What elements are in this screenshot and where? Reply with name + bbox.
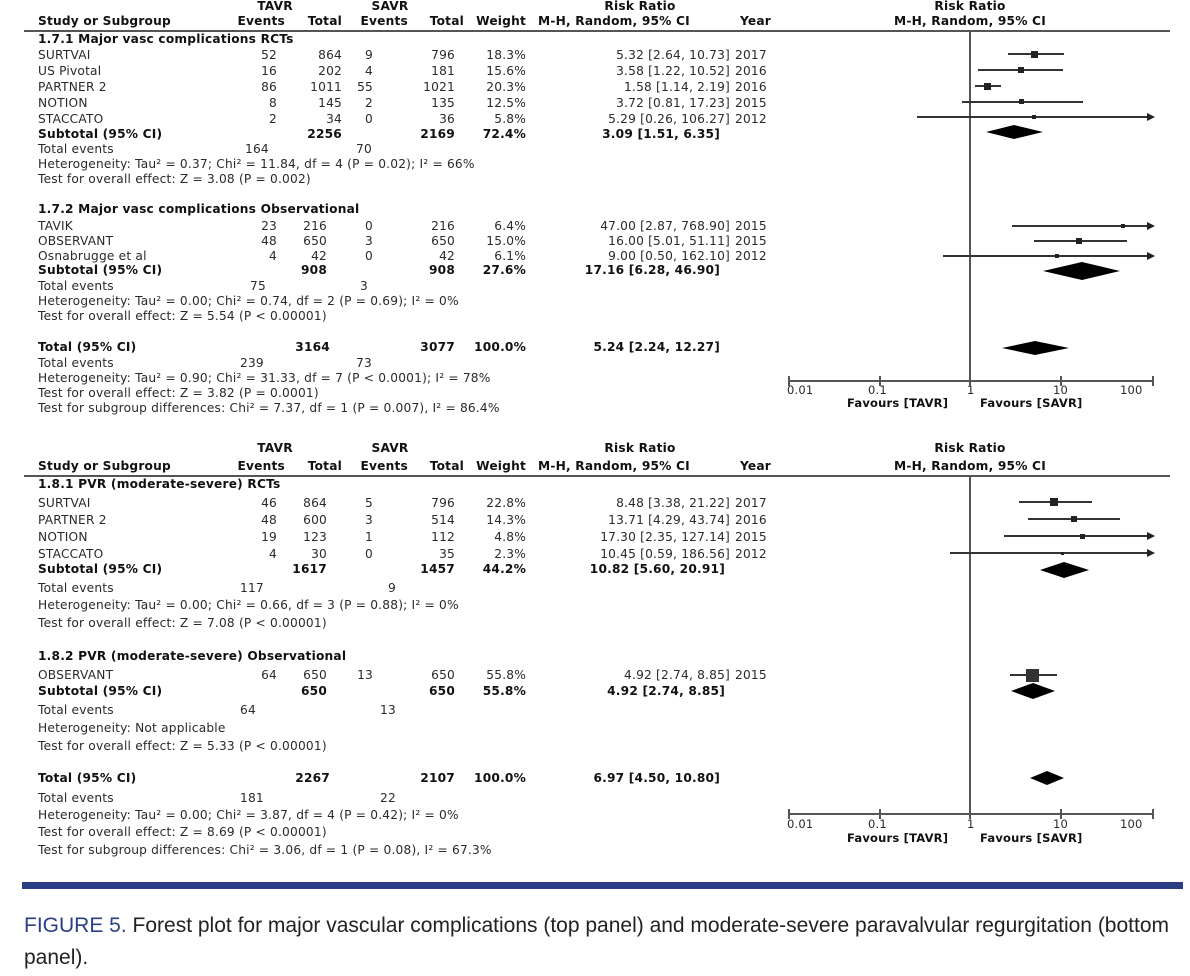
tavr-total: 1617 (292, 562, 327, 576)
tavr-total: 42 (311, 249, 327, 263)
total-events-label: Total events (38, 142, 114, 156)
savr-total: 796 (431, 48, 455, 62)
study-name: STACCATO (38, 112, 104, 126)
risk-ratio-ci: 9.00 [0.50, 162.10] (608, 249, 730, 263)
tavr-total: 3164 (295, 340, 330, 354)
savr-events: 9 (365, 48, 373, 62)
tavr-events: 4 (269, 249, 277, 263)
subtotal-label: Subtotal (95% CI) (38, 562, 163, 576)
tavr-events: 52 (261, 48, 277, 62)
study-name: SURTVAI (38, 48, 91, 62)
year: 2017 (735, 496, 767, 510)
header-tavr-total: Total (307, 14, 342, 28)
tavr-events: 86 (261, 80, 277, 94)
year: 2012 (735, 249, 767, 263)
tavr-total: 1011 (310, 80, 342, 94)
subgroup-title: 1.8.2 PVR (moderate-severe) Observational (38, 649, 347, 663)
year: 2015 (735, 219, 767, 233)
risk-ratio-ci: 4.92 [2.74, 8.85] (607, 684, 725, 698)
risk-ratio-ci: 8.48 [3.38, 21.22] (616, 496, 730, 510)
year: 2012 (735, 112, 767, 126)
tavr-total: 34 (326, 112, 342, 126)
header-tavr-events: Events (237, 459, 285, 473)
savr-total-events: 13 (380, 703, 396, 717)
savr-total: 3077 (420, 340, 455, 354)
subgroup-title: 1.8.1 PVR (moderate-severe) RCTs (38, 477, 281, 491)
study-name: PARTNER 2 (38, 80, 107, 94)
header-year: Year (740, 14, 772, 28)
savr-events: 4 (365, 64, 373, 78)
axis-tick-label: 0.1 (868, 817, 887, 831)
header-risk-ratio: Risk Ratio (604, 441, 676, 455)
axis-tick-label: 1 (967, 817, 975, 831)
risk-ratio-ci: 4.92 [2.74, 8.85] (624, 668, 730, 682)
tavr-total: 145 (318, 96, 342, 110)
weight: 4.8% (494, 530, 526, 544)
weight: 55.8% (482, 684, 526, 698)
savr-events: 5 (365, 496, 373, 510)
tavr-events: 48 (261, 234, 277, 248)
study-name: OBSERVANT (38, 234, 114, 248)
tavr-total: 216 (303, 219, 327, 233)
weight: 6.1% (494, 249, 526, 263)
risk-ratio-ci: 6.97 [4.50, 10.80] (593, 771, 720, 785)
savr-total: 216 (431, 219, 455, 233)
tavr-events: 19 (261, 530, 277, 544)
savr-total-events: 73 (356, 356, 372, 370)
weight: 100.0% (474, 340, 526, 354)
tavr-total: 908 (300, 263, 327, 277)
overall-effect: Test for overall effect: Z = 7.08 (P < 0.00001) (38, 616, 327, 630)
header-savr: SAVR (371, 441, 409, 455)
savr-total: 42 (439, 249, 455, 263)
savr-total: 2107 (420, 771, 455, 785)
subtotal-label: Subtotal (95% CI) (38, 127, 163, 141)
weight: 2.3% (494, 547, 526, 561)
subgroup-title: 1.7.1 Major vasc complications RCTs (38, 32, 294, 46)
weight: 22.8% (486, 496, 526, 510)
weight: 12.5% (486, 96, 526, 110)
savr-total: 514 (431, 513, 455, 527)
year: 2012 (735, 547, 767, 561)
year: 2016 (735, 513, 767, 527)
savr-total: 2169 (420, 127, 455, 141)
axis-tick-label: 1 (967, 383, 975, 397)
overall-effect: Test for overall effect: Z = 3.82 (P = 0.0001) (38, 386, 319, 400)
tavr-total-events: 75 (250, 279, 266, 293)
total-events-label: Total events (38, 791, 114, 805)
total-label: Total (95% CI) (38, 771, 137, 785)
savr-events: 2 (365, 96, 373, 110)
weight: 5.8% (494, 112, 526, 126)
overall-effect: Test for overall effect: Z = 3.08 (P = 0.002) (38, 172, 311, 186)
header-savr-total: Total (429, 459, 464, 473)
risk-ratio-ci: 17.30 [2.35, 127.14] (600, 530, 730, 544)
savr-total: 181 (431, 64, 455, 78)
header-tavr-total: Total (307, 459, 342, 473)
risk-ratio-ci: 16.00 [5.01, 51.11] (608, 234, 730, 248)
tavr-total-events: 117 (240, 581, 264, 595)
subgroup-differences: Test for subgroup differences: Chi² = 3.06, df = 1 (P = 0.08), I² = 67.3% (38, 843, 492, 857)
savr-events: 0 (365, 547, 373, 561)
axis-tick-label: 10 (1053, 817, 1069, 831)
savr-total-events: 3 (360, 279, 368, 293)
savr-events: 3 (365, 234, 373, 248)
header-savr-total: Total (429, 14, 464, 28)
tavr-total: 2256 (307, 127, 342, 141)
risk-ratio-ci: 5.24 [2.24, 12.27] (593, 340, 720, 354)
risk-ratio-ci: 17.16 [6.28, 46.90] (584, 263, 720, 277)
savr-total-events: 9 (388, 581, 396, 595)
year: 2015 (735, 530, 767, 544)
savr-total: 796 (431, 496, 455, 510)
tavr-total: 864 (318, 48, 342, 62)
tavr-total: 650 (300, 684, 327, 698)
heterogeneity: Heterogeneity: Tau² = 0.00; Chi² = 0.66, df = 3 (P = 0.88); I² = 0% (38, 598, 459, 612)
tavr-total: 600 (303, 513, 327, 527)
year: 2016 (735, 64, 767, 78)
risk-ratio-ci: 3.09 [1.51, 6.35] (602, 127, 720, 141)
tavr-total: 650 (303, 234, 327, 248)
savr-total: 35 (439, 547, 455, 561)
weight: 100.0% (474, 771, 526, 785)
header-savr: SAVR (371, 0, 409, 13)
risk-ratio-ci: 5.32 [2.64, 10.73] (616, 48, 730, 62)
heterogeneity: Heterogeneity: Not applicable (38, 721, 226, 735)
study-name: OBSERVANT (38, 668, 114, 682)
weight: 44.2% (482, 562, 526, 576)
header-study: Study or Subgroup (38, 459, 171, 473)
year: 2016 (735, 80, 767, 94)
weight: 55.8% (486, 668, 526, 682)
header-rr-method: M-H, Random, 95% CI (538, 14, 690, 28)
favours-tavr-label: Favours [TAVR] (847, 396, 949, 410)
weight: 15.0% (486, 234, 526, 248)
header-tavr-events: Events (237, 14, 285, 28)
year: 2017 (735, 48, 767, 62)
tavr-total-events: 239 (240, 356, 264, 370)
study-name: PARTNER 2 (38, 513, 107, 527)
total-events-label: Total events (38, 356, 114, 370)
subtotal-label: Subtotal (95% CI) (38, 263, 163, 277)
header-tavr: TAVR (257, 0, 293, 13)
study-name: NOTION (38, 96, 88, 110)
header-weight: Weight (476, 14, 526, 28)
total-events-label: Total events (38, 581, 114, 595)
axis-tick-label: 0.1 (868, 383, 887, 397)
axis-tick-label: 100 (1120, 817, 1143, 831)
tavr-total-events: 181 (240, 791, 264, 805)
savr-total: 650 (431, 234, 455, 248)
savr-total: 135 (431, 96, 455, 110)
tavr-events: 46 (261, 496, 277, 510)
axis-tick-label: 10 (1053, 383, 1069, 397)
total-events-label: Total events (38, 703, 114, 717)
weight: 72.4% (482, 127, 526, 141)
favours-savr-label: Favours [SAVR] (980, 396, 1083, 410)
plot-header-risk-ratio: Risk Ratio (934, 0, 1006, 13)
header-savr-events: Events (360, 14, 408, 28)
weight: 27.6% (482, 263, 526, 277)
header-savr-events: Events (360, 459, 408, 473)
risk-ratio-ci: 47.00 [2.87, 768.90] (600, 219, 730, 233)
tavr-total: 202 (318, 64, 342, 78)
year: 2015 (735, 96, 767, 110)
study-name: US Pivotal (38, 64, 102, 78)
risk-ratio-ci: 10.45 [0.59, 186.56] (600, 547, 730, 561)
year: 2015 (735, 668, 767, 682)
heterogeneity: Heterogeneity: Tau² = 0.90; Chi² = 31.33, df = 7 (P < 0.0001); I² = 78% (38, 371, 491, 385)
savr-total: 1021 (423, 80, 455, 94)
savr-total: 112 (431, 530, 455, 544)
risk-ratio-ci: 10.82 [5.60, 20.91] (589, 562, 725, 576)
tavr-total: 30 (311, 547, 327, 561)
savr-events: 0 (365, 219, 373, 233)
tavr-events: 23 (261, 219, 277, 233)
total-events-label: Total events (38, 279, 114, 293)
favours-tavr-label: Favours [TAVR] (847, 831, 949, 845)
heterogeneity: Heterogeneity: Tau² = 0.00; Chi² = 0.74, df = 2 (P = 0.69); I² = 0% (38, 294, 459, 308)
figure-label: FIGURE 5. (24, 914, 127, 937)
axis-tick-label: 100 (1120, 383, 1143, 397)
savr-events: 13 (357, 668, 373, 682)
plot-header-method: M-H, Random, 95% CI (894, 14, 1046, 28)
tavr-events: 64 (261, 668, 277, 682)
subgroup-differences: Test for subgroup differences: Chi² = 7.37, df = 1 (P = 0.007), I² = 86.4% (38, 401, 500, 415)
heterogeneity: Heterogeneity: Tau² = 0.37; Chi² = 11.84, df = 4 (P = 0.02); I² = 66% (38, 157, 475, 171)
subtotal-label: Subtotal (95% CI) (38, 684, 163, 698)
plot-header-method: M-H, Random, 95% CI (894, 459, 1046, 473)
overall-effect: Test for overall effect: Z = 5.33 (P < 0.00001) (38, 739, 327, 753)
savr-total: 650 (428, 684, 455, 698)
savr-total-events: 22 (380, 791, 396, 805)
overall-effect: Test for overall effect: Z = 8.69 (P < 0.00001) (38, 825, 327, 839)
heterogeneity: Heterogeneity: Tau² = 0.00; Chi² = 3.87, df = 4 (P = 0.42); I² = 0% (38, 808, 459, 822)
tavr-events: 4 (269, 547, 277, 561)
header-study: Study or Subgroup (38, 14, 171, 28)
tavr-total-events: 64 (240, 703, 256, 717)
header-risk-ratio: Risk Ratio (604, 0, 676, 13)
tavr-total-events: 164 (245, 142, 269, 156)
header-rr-method: M-H, Random, 95% CI (538, 459, 690, 473)
year: 2015 (735, 234, 767, 248)
savr-total: 1457 (420, 562, 455, 576)
tavr-total: 2267 (295, 771, 330, 785)
tavr-events: 16 (261, 64, 277, 78)
risk-ratio-ci: 1.58 [1.14, 2.19] (624, 80, 730, 94)
savr-events: 1 (365, 530, 373, 544)
weight: 20.3% (486, 80, 526, 94)
study-name: STACCATO (38, 547, 104, 561)
axis-tick-label: 0.01 (787, 817, 814, 831)
risk-ratio-ci: 5.29 [0.26, 106.27] (608, 112, 730, 126)
total-label: Total (95% CI) (38, 340, 137, 354)
caption-text: Forest plot for major vascular complications (top panel) and moderate-severe paravalvular regurgitation (bottom panel). (24, 914, 1170, 969)
figure-divider (22, 882, 1183, 889)
savr-events: 3 (365, 513, 373, 527)
savr-total: 36 (439, 112, 455, 126)
favours-savr-label: Favours [SAVR] (980, 831, 1083, 845)
weight: 14.3% (486, 513, 526, 527)
risk-ratio-ci: 3.58 [1.22, 10.52] (616, 64, 730, 78)
tavr-total: 123 (303, 530, 327, 544)
savr-events: 55 (357, 80, 373, 94)
plot-header-risk-ratio: Risk Ratio (934, 441, 1006, 455)
tavr-events: 48 (261, 513, 277, 527)
risk-ratio-ci: 13.71 [4.29, 43.74] (608, 513, 730, 527)
savr-total-events: 70 (356, 142, 372, 156)
study-name: NOTION (38, 530, 88, 544)
weight: 15.6% (486, 64, 526, 78)
tavr-events: 8 (269, 96, 277, 110)
weight: 18.3% (486, 48, 526, 62)
figure-caption (24, 910, 1184, 974)
savr-total: 650 (431, 668, 455, 682)
weight: 6.4% (494, 219, 526, 233)
header-year: Year (740, 459, 772, 473)
tavr-total: 864 (303, 496, 327, 510)
savr-total: 908 (428, 263, 455, 277)
risk-ratio-ci: 3.72 [0.81, 17.23] (616, 96, 730, 110)
subgroup-title: 1.7.2 Major vasc complications Observational (38, 202, 360, 216)
study-name: SURTVAI (38, 496, 91, 510)
header-weight: Weight (476, 459, 526, 473)
tavr-events: 2 (269, 112, 277, 126)
overall-effect: Test for overall effect: Z = 5.54 (P < 0.00001) (38, 309, 327, 323)
savr-events: 0 (365, 112, 373, 126)
tavr-total: 650 (303, 668, 327, 682)
header-tavr: TAVR (257, 441, 293, 455)
study-name: Osnabrugge et al (38, 249, 147, 263)
savr-events: 0 (365, 249, 373, 263)
axis-tick-label: 0.01 (787, 383, 814, 397)
study-name: TAVIK (38, 219, 73, 233)
